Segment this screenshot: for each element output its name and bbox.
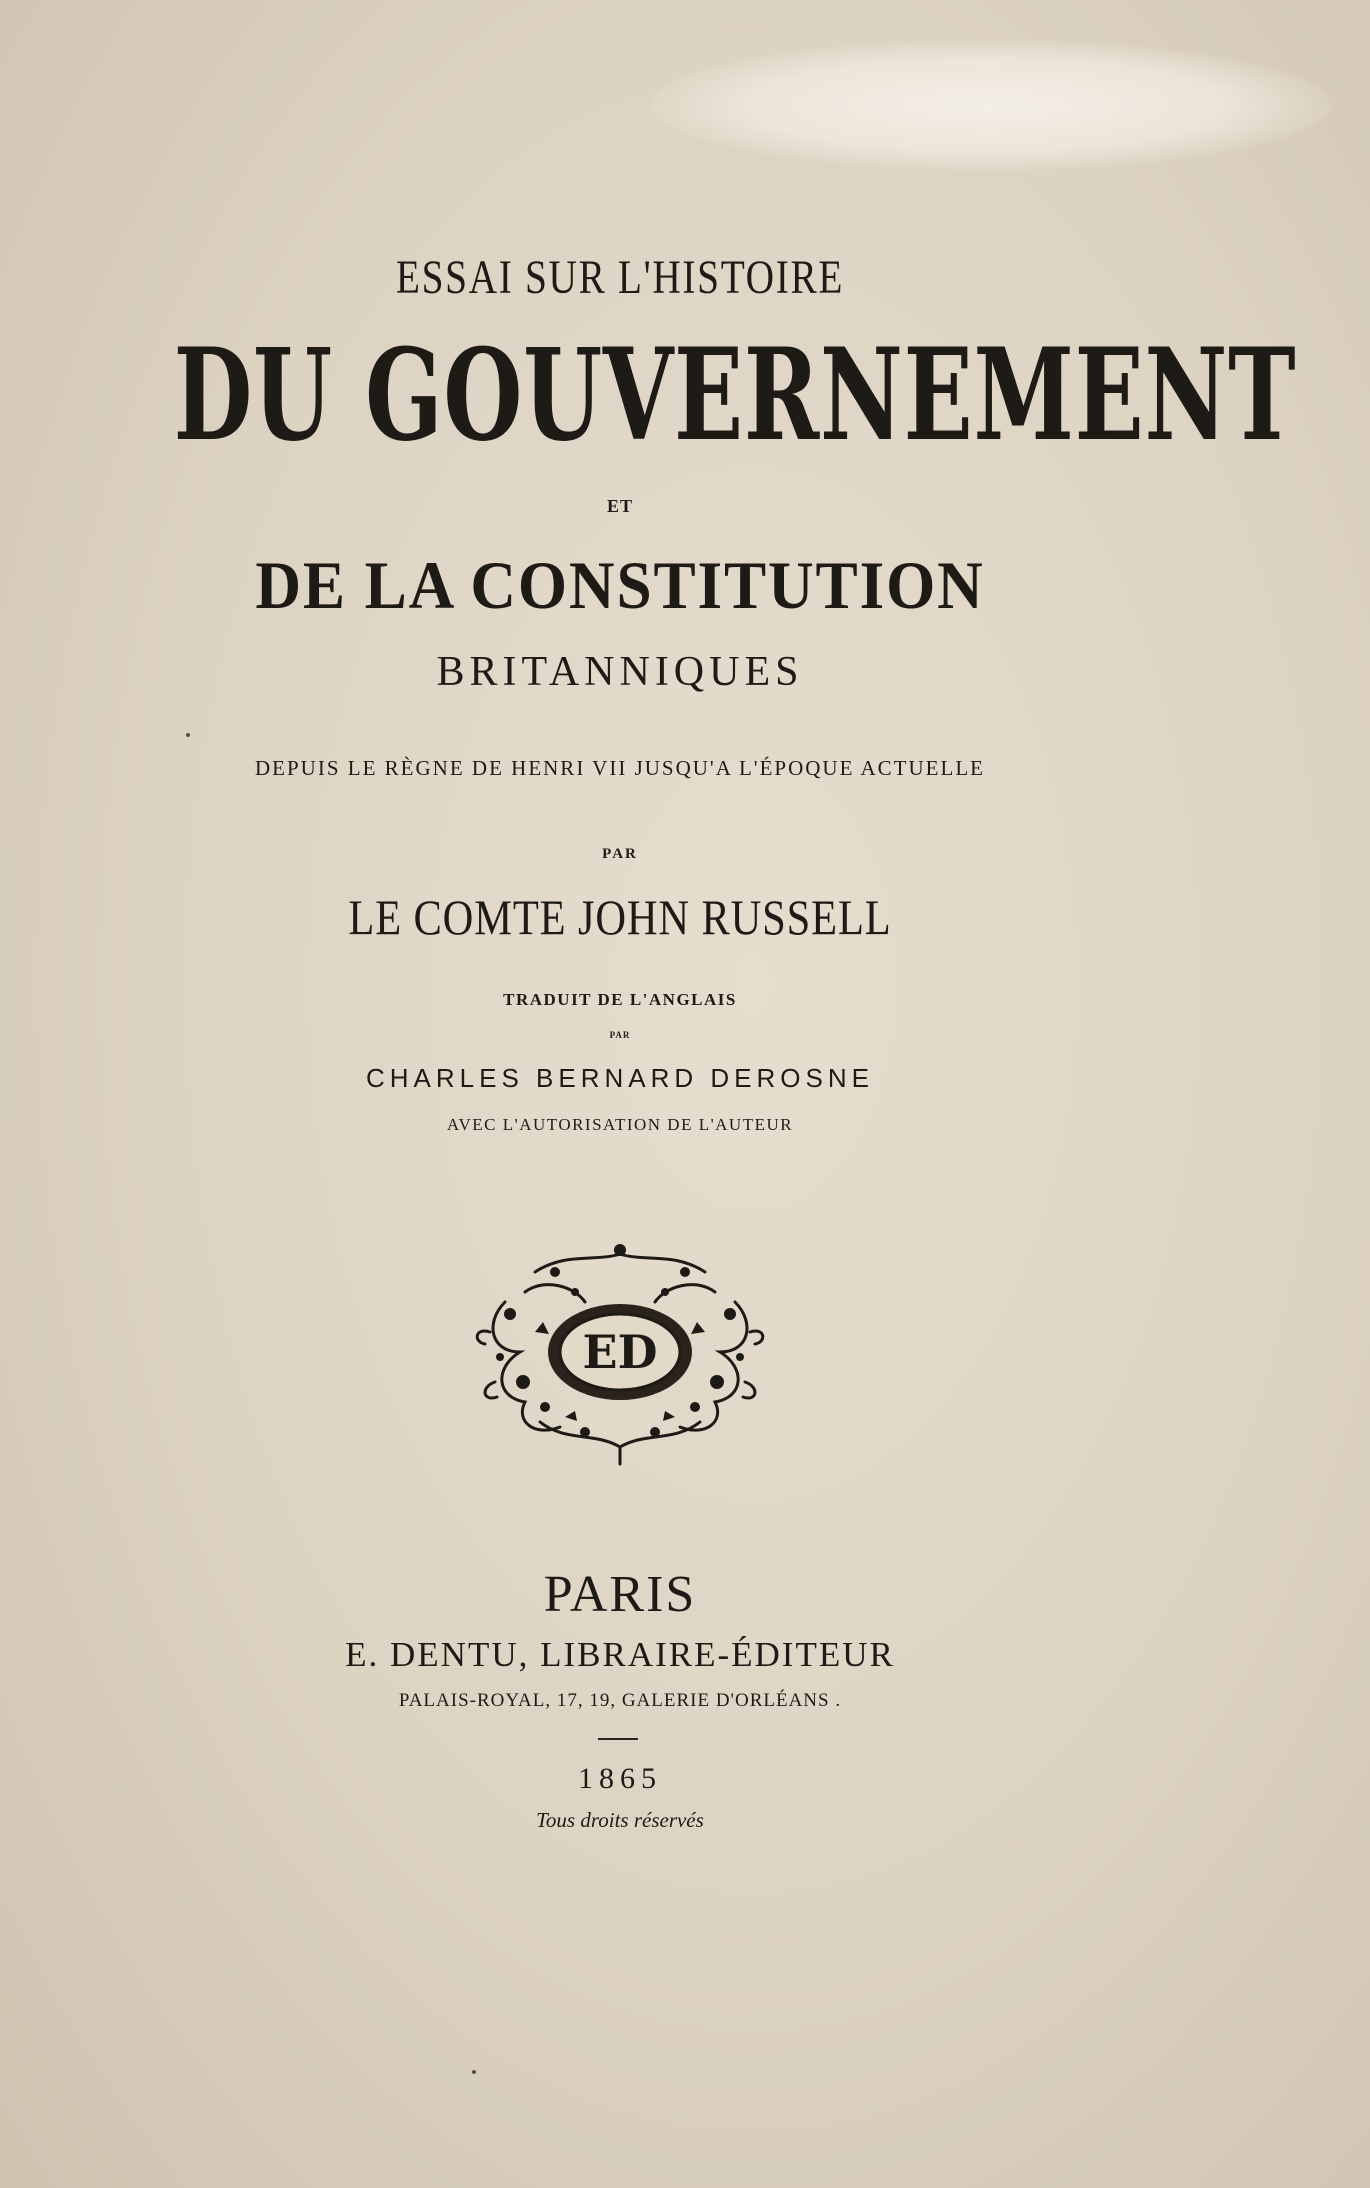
translator-name: CHARLES BERNARD DEROSNE xyxy=(366,1063,874,1093)
rights-note: Tous droits réservés xyxy=(536,1808,704,1832)
title-line-1: ESSAI SUR L'HISTOIRE xyxy=(395,251,845,304)
author-name: LE COMTE JOHN RUSSELL xyxy=(348,889,892,945)
title-line-3: DE LA CONSTITUTION xyxy=(255,547,985,623)
imprint-publisher: E. DENTU, LIBRAIRE-ÉDITEUR xyxy=(345,1635,895,1674)
imprint-year: 1865 xyxy=(578,1762,662,1795)
floral-monogram-icon xyxy=(465,1232,775,1467)
imprint-address: PALAIS-ROYAL, 17, 19, GALERIE D'ORLÉANS . xyxy=(398,1690,842,1711)
title-et: ET xyxy=(606,496,633,516)
paper-stain xyxy=(650,40,1330,170)
translation-note: TRADUIT DE L'ANGLAIS xyxy=(503,990,737,1009)
paper-speck xyxy=(186,733,190,737)
monogram-text: ED xyxy=(582,1325,658,1379)
imprint-city: PARIS xyxy=(543,1566,697,1623)
divider-rule xyxy=(598,1738,638,1740)
title-line-4: BRITANNIQUES xyxy=(436,649,804,695)
title-line-2: DU GOUVERNEMENT xyxy=(173,321,1297,469)
par-label: PAR xyxy=(602,846,638,862)
paper-speck xyxy=(472,2070,476,2074)
subtitle: DEPUIS LE RÈGNE DE HENRI VII JUSQU'A L'ÉPOQUE ACTUELLE xyxy=(255,756,985,780)
par-label-small: PAR xyxy=(609,1030,631,1040)
authorisation-note: AVEC L'AUTORISATION DE L'AUTEUR xyxy=(446,1115,794,1134)
